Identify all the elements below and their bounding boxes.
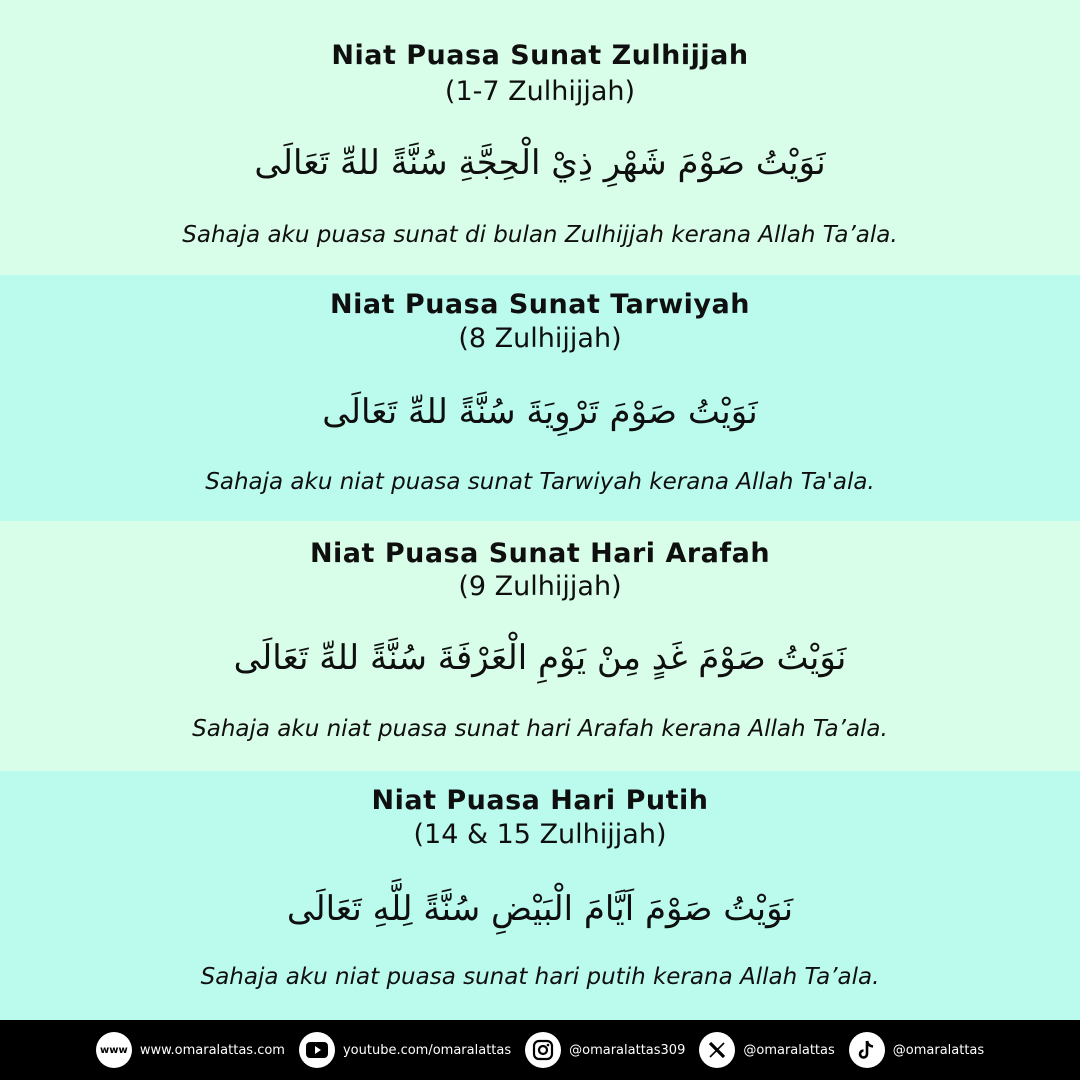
x-twitter-icon (699, 1032, 735, 1068)
arabic-niat: نَوَيْتُ صَوْمَ غَدٍ مِنْ يَوْمِ الْعَرْفَةَ سُنَّةً للهِّ تَعَالَى (233, 638, 847, 678)
instagram-link-text: @omaralattas309 (569, 1042, 686, 1058)
website-link[interactable] (96, 1032, 285, 1068)
niat-translation: Sahaja aku niat puasa sunat hari putih kerana Allah Ta’ala. (200, 964, 880, 990)
arabic-niat: نَوَيْتُ صَوْمَ تَرْوِيَةَ سُنَّةً للهِّ تَعَالَى (322, 392, 758, 432)
niat-section-zulhijjah (0, 0, 1080, 275)
niat-section-tarwiyah (0, 275, 1080, 521)
section-subtitle: (1-7 Zulhijjah) (444, 76, 636, 107)
niat-section-arafah (0, 521, 1080, 771)
x-link[interactable] (699, 1032, 834, 1068)
section-subtitle: (14 & 15 Zulhijjah) (413, 819, 667, 850)
instagram-icon (525, 1032, 561, 1068)
youtube-icon (299, 1032, 335, 1068)
globe-www-icon (96, 1032, 132, 1068)
x-link-text: @omaralattas (743, 1042, 835, 1058)
website-link-text: www.omaralattas.com (139, 1042, 285, 1058)
section-title: Niat Puasa Sunat Zulhijjah (331, 40, 749, 71)
tiktok-link-text: @omaralattas (892, 1042, 985, 1058)
section-title: Niat Puasa Sunat Hari Arafah (309, 538, 771, 569)
arabic-niat: نَوَيْتُ صَوْمَ اَيَّامَ الْبَيْضِ سُنَّةً لِلَّهِ تَعَالَى (286, 889, 794, 929)
section-subtitle: (8 Zulhijjah) (458, 323, 622, 354)
niat-section-hari-putih (0, 771, 1080, 1020)
section-title: Niat Puasa Hari Putih (371, 785, 709, 816)
section-title: Niat Puasa Sunat Tarwiyah (330, 289, 750, 320)
niat-translation: Sahaja aku niat puasa sunat Tarwiyah kerana Allah Ta'ala. (205, 469, 875, 495)
arabic-niat: نَوَيْتُ صَوْمَ شَهْرِ ذِيْ الْحِجَّةِ سُنَّةً للهِّ تَعَالَى (254, 143, 826, 183)
youtube-link-text: youtube.com/omaralattas (342, 1042, 512, 1058)
section-subtitle: (9 Zulhijjah) (458, 571, 622, 602)
youtube-link[interactable] (299, 1032, 511, 1068)
www-icon-label: www (99, 1044, 128, 1056)
tiktok-icon (849, 1032, 885, 1068)
tiktok-link[interactable] (849, 1032, 984, 1068)
social-footer (0, 1020, 1080, 1080)
instagram-link[interactable] (525, 1032, 685, 1068)
niat-translation: Sahaja aku puasa sunat di bulan Zulhijjah kerana Allah Ta’ala. (182, 222, 898, 248)
niat-translation: Sahaja aku niat puasa sunat hari Arafah kerana Allah Ta’ala. (192, 716, 888, 742)
